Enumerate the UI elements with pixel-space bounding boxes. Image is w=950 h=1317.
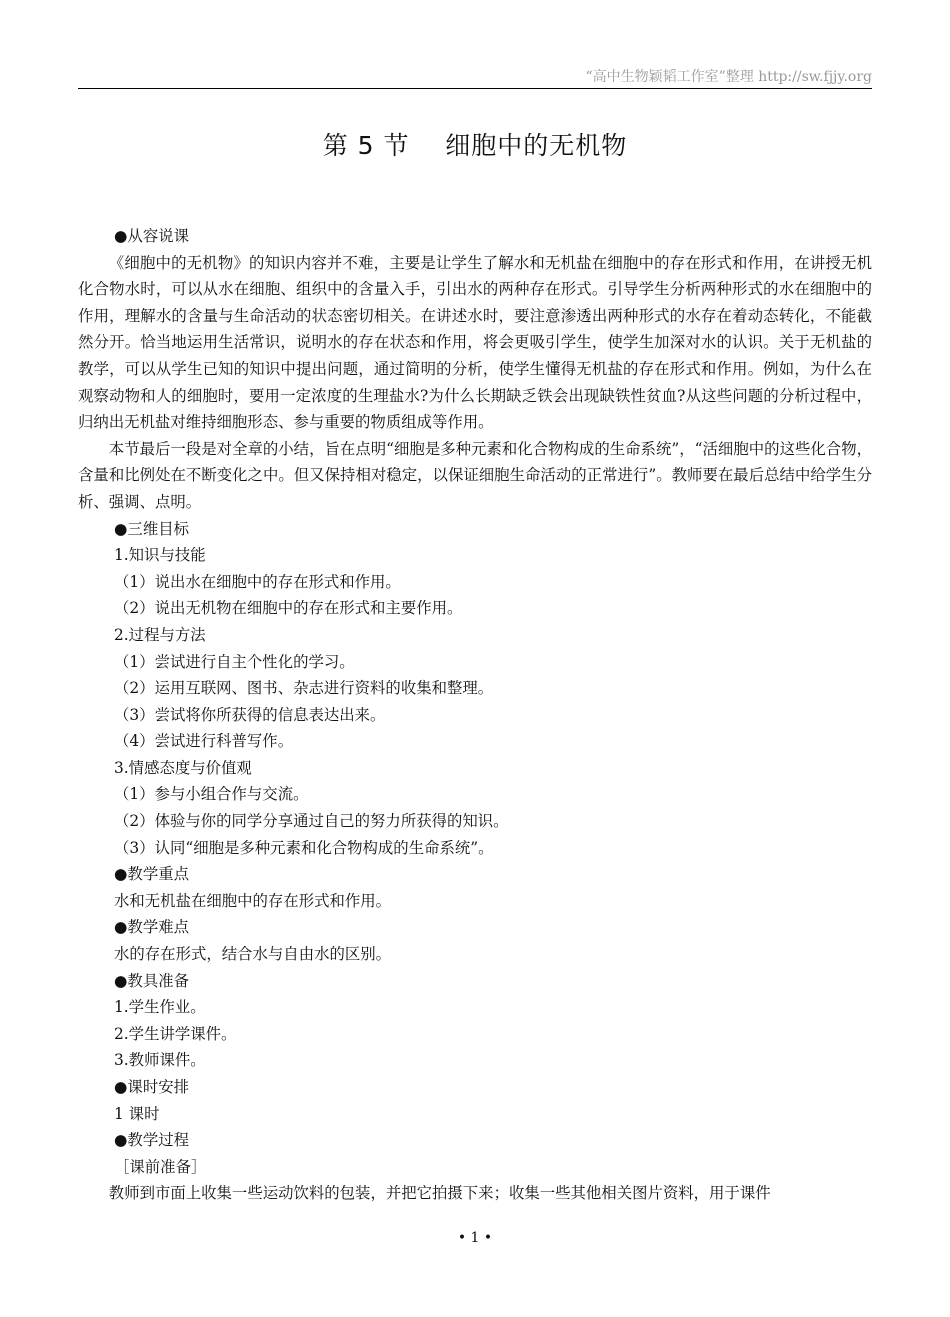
goal-2-item: （4）尝试进行科普写作。 [114, 732, 294, 751]
tools-item: 3.教师课件。 [114, 1051, 206, 1070]
section-heading-tools: ●教具准备 [114, 971, 189, 990]
page-number: • 1 • [457, 1230, 493, 1246]
goal-3-item: （1）参与小组合作与交流。 [114, 785, 309, 804]
goal-1-item: （2）说出无机物在细胞中的存在形式和主要作用。 [114, 599, 463, 618]
section-heading-goals: ●三维目标 [114, 519, 189, 538]
page-title: 第 5 节 细胞中的无机物 [322, 131, 628, 160]
goal-3-item: （2）体验与你的同学分享通过自己的努力所获得的知识。 [114, 812, 509, 831]
goal-3-title: 3.情感态度与价值观 [114, 758, 252, 777]
goal-2-item: （2）运用互联网、图书、杂志进行资料的收集和整理。 [114, 679, 494, 698]
section-heading-process: ●教学过程 [114, 1131, 189, 1150]
section-heading-schedule: ●课时安排 [114, 1078, 189, 1096]
prep-heading: ［课前准备］ [114, 1157, 207, 1176]
intro-paragraph-1: 《细胞中的无机物》的知识内容并不难，主要是让学生了解水和无机盐在细胞中的存在形式和作用，在讲授无机化合物水时，可以从水在细胞、组织中的含量入手，引出水的两种存在形式。引导学生分析两种形式的水在细胞中的作用，理解水的含量与生命活动的状态密切相关。在讲述水时，要注意渗透出两种形式的水存在着动态转化，不能截然分开。恰当地运用生活常识，说明水的存在状态和作用，将会更吸引学生，使学生加深对水的认识。关于无机盐的教学，可以从学生已知的知识中提出问题，通过简明的分析，使学生懂得无机盐的存在形式和作用。例如，为什么在观察动物和人的细胞时，要用一定浓度的生理盐水?为什么长期缺乏铁会出现缺铁性贫血?从这些问题的分析过程中，归纳出无机盐对维持细胞形态、参与重要的物质组成等作用。 [78, 253, 872, 432]
section-heading-intro: ●从容说课 [114, 227, 189, 245]
goal-2-title: 2.过程与方法 [114, 625, 206, 644]
page-header: “高中生物颖韬工作室”整理 http://sw.fjjy.org [585, 69, 872, 85]
goal-3-item: （3）认同“细胞是多种元素和化合物构成的生命系统”。 [114, 838, 494, 857]
document-body [78, 223, 872, 1207]
tools-item: 2.学生讲学课件。 [114, 1024, 237, 1043]
goal-1-title: 1.知识与技能 [114, 546, 206, 565]
goal-2-item: （3）尝试将你所获得的信息表达出来。 [114, 705, 386, 724]
goal-1-item: （1）说出水在细胞中的存在形式和作用。 [114, 572, 401, 591]
prep-text: 教师到市面上收集一些运动饮料的包装，并把它拍摄下来；收集一些其他相关图片资料，用于课件 [108, 1184, 771, 1203]
key-text: 水和无机盐在细胞中的存在形式和作用。 [114, 891, 392, 910]
difficult-text: 水的存在形式，结合水与自由水的区别。 [114, 945, 392, 964]
intro-paragraph-2: 本节最后一段是对全章的小结，旨在点明“细胞是多种元素和化合物构成的生命系统”，“活细胞中的这些化合物，含量和比例处在不断变化之中。但又保持相对稳定，以保证细胞生命活动的正常进行”。教师要在最后总结中给学生分析、强调、点明。 [78, 439, 872, 511]
header-rule [78, 88, 872, 89]
goal-2-item: （1）尝试进行自主个性化的学习。 [114, 652, 355, 671]
section-heading-key: ●教学重点 [114, 865, 189, 884]
schedule-text: 1 课时 [114, 1104, 160, 1123]
tools-item: 1.学生作业。 [114, 998, 206, 1017]
section-heading-difficult: ●教学难点 [114, 918, 189, 937]
